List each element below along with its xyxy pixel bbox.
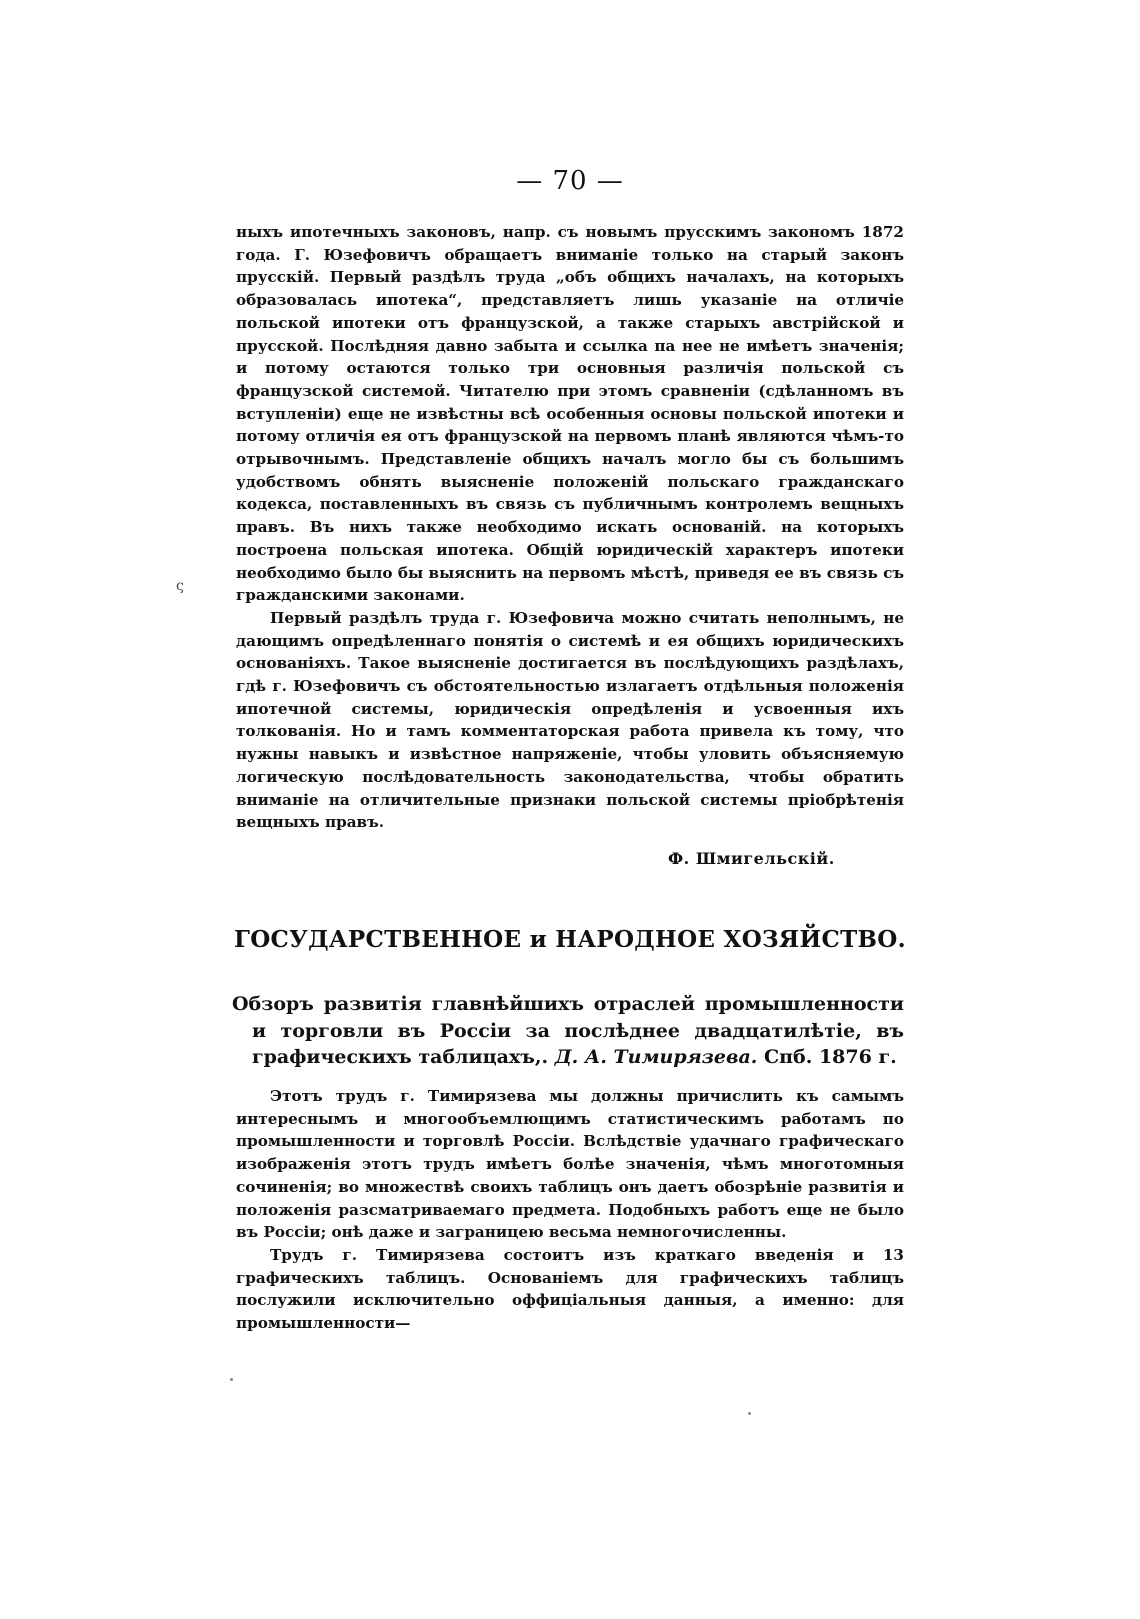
paragraph: Этотъ трудъ г. Тимирязева мы должны причислить къ самымъ интереснымъ и многообъемлющимъ статистическимъ работамъ по промышленности и торговлѣ Россіи. Вслѣдствіе удачнаго графическаго изображенія этотъ трудъ имѣетъ болѣе значенія, чѣмъ многотомныя сочиненія; во множествѣ своихъ таблицъ онъ даетъ обозрѣніе развитія и положенія разсматриваемаго предмета. Подобныхъ работъ еще не было въ Россіи; онѣ даже и заграницею весьма немногочисленны. [236,1087,904,1242]
author-signature: Ф. Шмигельскій. [668,849,835,868]
review-body [236,1085,904,1335]
paragraph: ныхъ ипотечныхъ законовъ, напр. съ новымъ прусскимъ закономъ 1872 года. Г. Юзефовичъ обращаетъ вниманіе только на старый законъ прусскій. Первый раздѣлъ труда „объ общихъ началахъ, на которыхъ образовалась ипотека“, представляетъ лишь указаніе на отличіе польской ипотеки отъ французской, а также старыхъ австрійской и прусской. Послѣдняя давно забыта и ссылка па нее не имѣетъ значенія; и потому остаются только три основныя различія польской съ французской системой. Читателю при этомъ сравненіи (сдѣланномъ въ вступленіи) еще не извѣстны всѣ особенныя основы польской ипотеки и потому отличія ея отъ французской на первомъ планѣ являются чѣмъ-то отрывочнымъ. Представленіе общихъ началъ могло бы съ большимъ удобствомъ обнять выясненіе положеній польскаго гражданскаго кодекса, поставленныхъ въ связь съ публичнымъ контролемъ вещныхъ правъ. Въ нихъ также необходимо искать основаній. на которыхъ построена польская ипотека. Общій юридическій характеръ ипотеки необходимо было бы выяснить на первомъ мѣстѣ, приведя ее въ связь съ гражданскими законами. [236,223,904,605]
review-title-main: Обзоръ развитія главнѣйшихъ отраслей промышленности и торговли въ Россіи за послѣднее двадцатилѣтіе, въ графическихъ таблицахъ,. [232,993,904,1068]
review-title-text [232,991,904,1071]
review-title-author: Д. А. Тимирязева. [554,1046,758,1068]
margin-mark: ς [176,578,184,594]
review-title-imprint: Спб. 1876 г. [764,1046,897,1068]
top-section-body [236,221,904,834]
speck [748,1412,751,1415]
paragraph: Первый раздѣлъ труда г. Юзефовича можно считать неполнымъ, не дающимъ опредѣленнаго понятія о системѣ и ея общихъ юридическихъ основаніяхъ. Такое выясненіе достигается въ послѣдующихъ раздѣлахъ, гдѣ г. Юзефовичъ съ обстоятельностью излагаетъ отдѣльныя положенія ипотечной системы, юридическія опредѣленія и усвоенныя ихъ толкованія. Но и тамъ комментаторская работа привела къ тому, что нужны навыкъ и извѣстное напряженіе, чтобы уловить объясняемую логическую послѣдовательность законодательства, чтобы обратить вниманіе на отличительные признаки польской системы пріобрѣтенія вещныхъ правъ. [236,608,904,832]
paragraph: Трудъ г. Тимирязева состоитъ изъ краткаго введенія и 13 графическихъ таблицъ. Основаніемъ для графическихъ таблицъ послужили исключительно оффиціальныя данныя, а именно: для промышленности— [236,1245,904,1333]
review-title [232,991,904,1071]
speck [230,1378,233,1381]
page-number: — 70 — [516,166,624,196]
section-heading: ГОСУДАРСТВЕННОЕ и НАРОДНОЕ ХОЗЯЙСТВО. [234,926,906,953]
